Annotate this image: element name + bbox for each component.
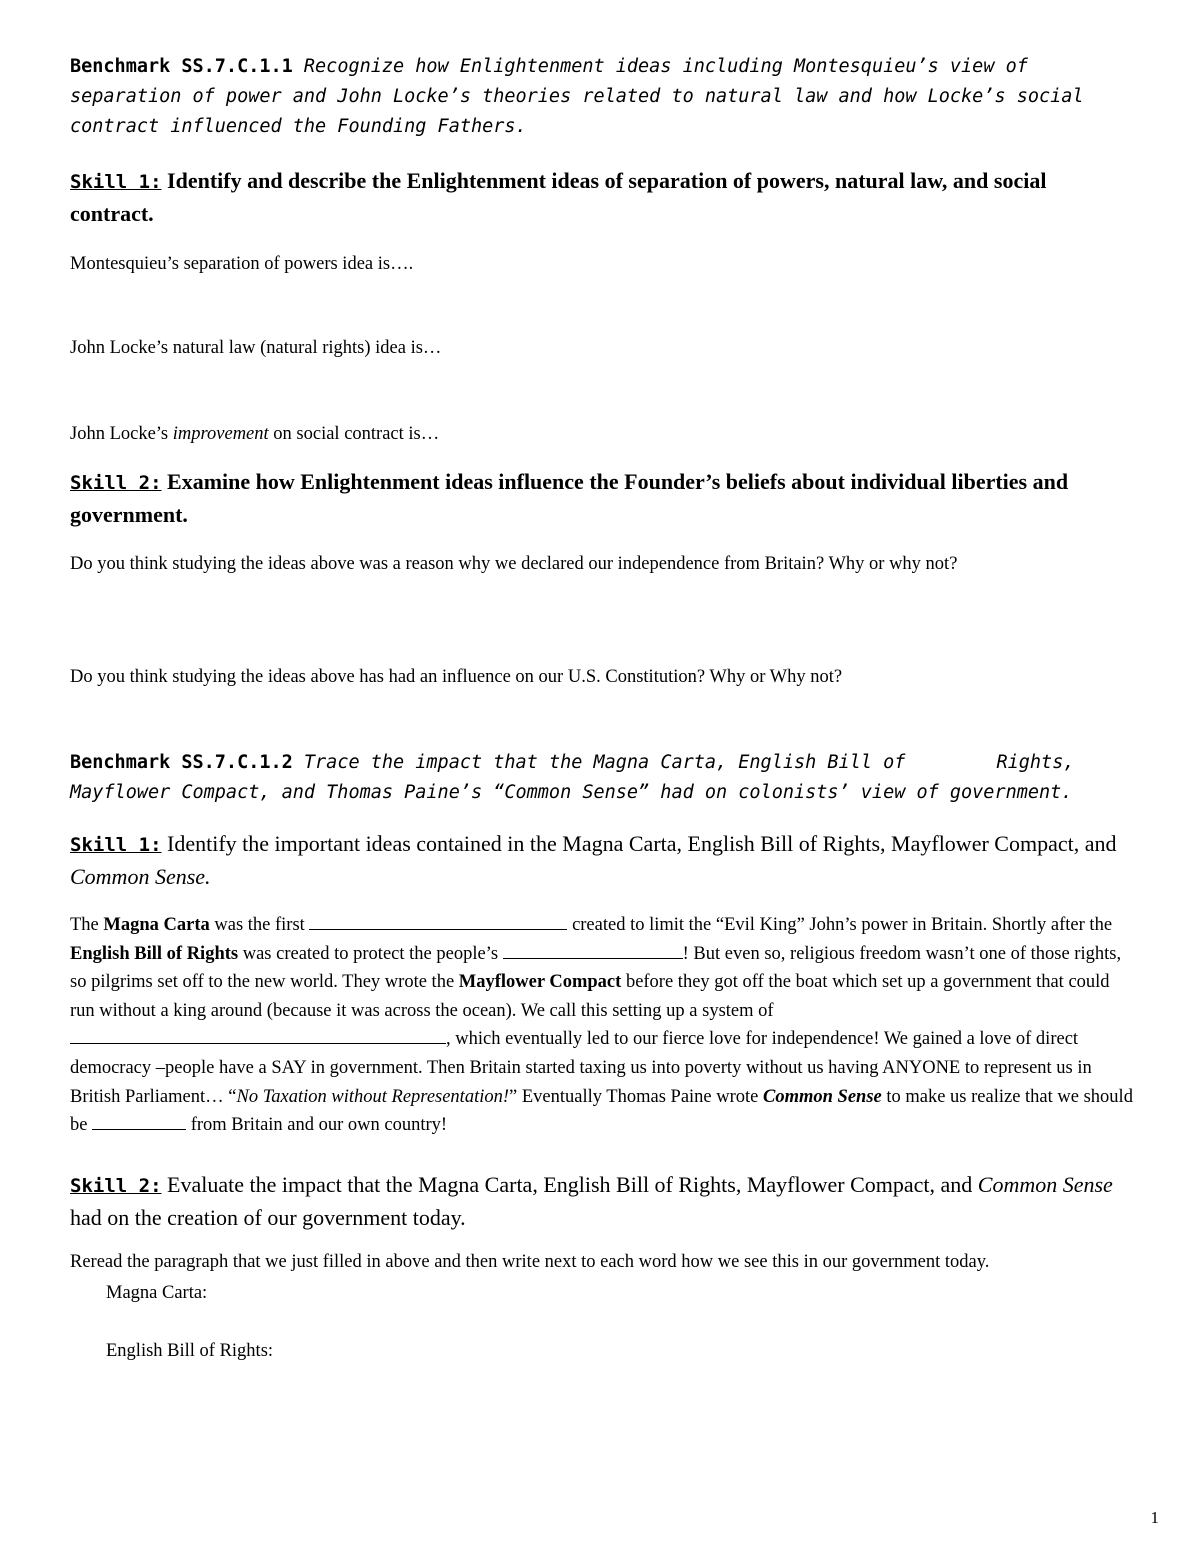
- b2-skill-2-desc-pre: Evaluate the impact that the Magna Carta, English Bill of Rights, Mayflower Compact, and: [167, 1171, 973, 1197]
- benchmark-2-text-1: Trace the impact that the Magna Carta, English Bill of: [303, 752, 906, 773]
- b2-skill-2-label: Skill 2:: [70, 1174, 162, 1197]
- question-constitution: Do you think studying the ideas above has had an influence on our U.S. Constitution? Why or Why not?: [70, 667, 843, 687]
- worksheet-page: [70, 52, 1135, 1365]
- para-text: created to limit the “Evil King” John’s power in Britain. Shortly after the: [572, 915, 1113, 935]
- blank-2[interactable]: [503, 940, 683, 959]
- para-magna-carta: Magna Carta: [103, 915, 210, 935]
- b2-skill-1-label: Skill 1:: [70, 834, 162, 856]
- benchmark-1: [70, 52, 1135, 142]
- para-text: , which eventually led to our fierce love for independence! We gained a love of direct democracy –people have a SAY in government. Then Britain started taxing us into poverty without us having ANYONE to represent us in British Parliament… “: [70, 1029, 1092, 1107]
- b2-skill-2-heading: [70, 1169, 1135, 1234]
- question-independence: Do you think studying the ideas above was a reason why we declared our independence from Britain? Why or why not?: [70, 554, 958, 574]
- para-text: was created to protect the people’s: [242, 943, 499, 964]
- para-mayflower-compact: Mayflower Compact: [458, 972, 622, 993]
- b1-skill-2-heading: [70, 466, 1135, 531]
- benchmark-2-code: Benchmark SS.7.C.1.2: [70, 752, 293, 773]
- benchmark-1-code: Benchmark SS.7.C.1.1: [70, 56, 293, 77]
- benchmark-1-text: Recognize how Enlightenment ideas including Montesquieu’s view of separation of power and John Locke’s theories related to natural law and how Locke’s social contract influenced the Founding Fathers.: [70, 56, 1084, 137]
- para-text: to make us realize that we should be: [70, 1086, 1133, 1136]
- blank-4[interactable]: [92, 1111, 186, 1130]
- b2-skill-1-heading: [70, 828, 1135, 893]
- blank-1[interactable]: [309, 911, 567, 930]
- item-english-bill-of-rights: English Bill of Rights:: [106, 1341, 274, 1362]
- b1-skill-1-heading: [70, 165, 1135, 230]
- blank-3[interactable]: [70, 1025, 446, 1044]
- prompt-3-italic: improvement: [172, 424, 269, 444]
- prompt-3-pre: John Locke’s: [70, 424, 169, 444]
- prompt-locke-natural-law: John Locke’s natural law (natural rights) idea is…: [70, 338, 442, 358]
- para-common-sense: Common Sense: [763, 1086, 882, 1107]
- fill-in-paragraph: [70, 911, 1135, 1140]
- benchmark-2-text-2: Rights, Mayflower Compact, and Thomas Paine’s “Common Sense” had on colonists’ view of government.: [70, 752, 1075, 803]
- prompt-montesquieu: Montesquieu’s separation of powers idea is….: [70, 254, 414, 274]
- para-text: ! But even so, religious freedom wasn’t one of those rights, so pilgrims set off to the new world. They wrote the: [70, 943, 1122, 993]
- para-text: The: [70, 915, 99, 935]
- reread-instruction: Reread the paragraph that we just filled in above and then write next to each word how we see this in our government today.: [70, 1251, 990, 1272]
- b2-skill-1-desc-italic: Common Sense.: [70, 864, 211, 889]
- para-english-bill-of-rights: English Bill of Rights: [70, 943, 239, 964]
- b1-skill-1-label: Skill 1:: [70, 171, 162, 193]
- b1-skill-2-desc: Examine how Enlightenment ideas influence the Founder’s beliefs about individual liberties and government.: [70, 469, 1069, 527]
- para-no-taxation: No Taxation without Representation!: [236, 1086, 510, 1107]
- b1-skill-1-desc: Identify and describe the Enlightenment ideas of separation of powers, natural law, and social contract.: [70, 168, 1047, 226]
- para-text: ” Eventually Thomas Paine wrote: [509, 1086, 759, 1107]
- b2-skill-1-desc: Identify the important ideas contained in the Magna Carta, English Bill of Rights, Mayflower Compact, and: [167, 831, 1117, 856]
- page-number: 1: [1150, 1508, 1159, 1527]
- benchmark-2: [70, 748, 1135, 808]
- item-magna-carta: Magna Carta:: [106, 1283, 208, 1304]
- para-text: from Britain and our own country!: [190, 1115, 448, 1136]
- para-text: was the first: [214, 915, 305, 935]
- b2-skill-2-desc-post: had on the creation of our government today.: [70, 1204, 466, 1230]
- b1-skill-2-label: Skill 2:: [70, 472, 162, 494]
- prompt-locke-social-contract: [70, 420, 1135, 448]
- para-text: before they got off the boat which set up a government that could run without a king around (because it was across the ocean). We call this setting up a system of: [70, 972, 1110, 1021]
- prompt-3-post: on social contract is…: [273, 424, 440, 444]
- b2-skill-2-desc-italic: Common Sense: [977, 1171, 1113, 1197]
